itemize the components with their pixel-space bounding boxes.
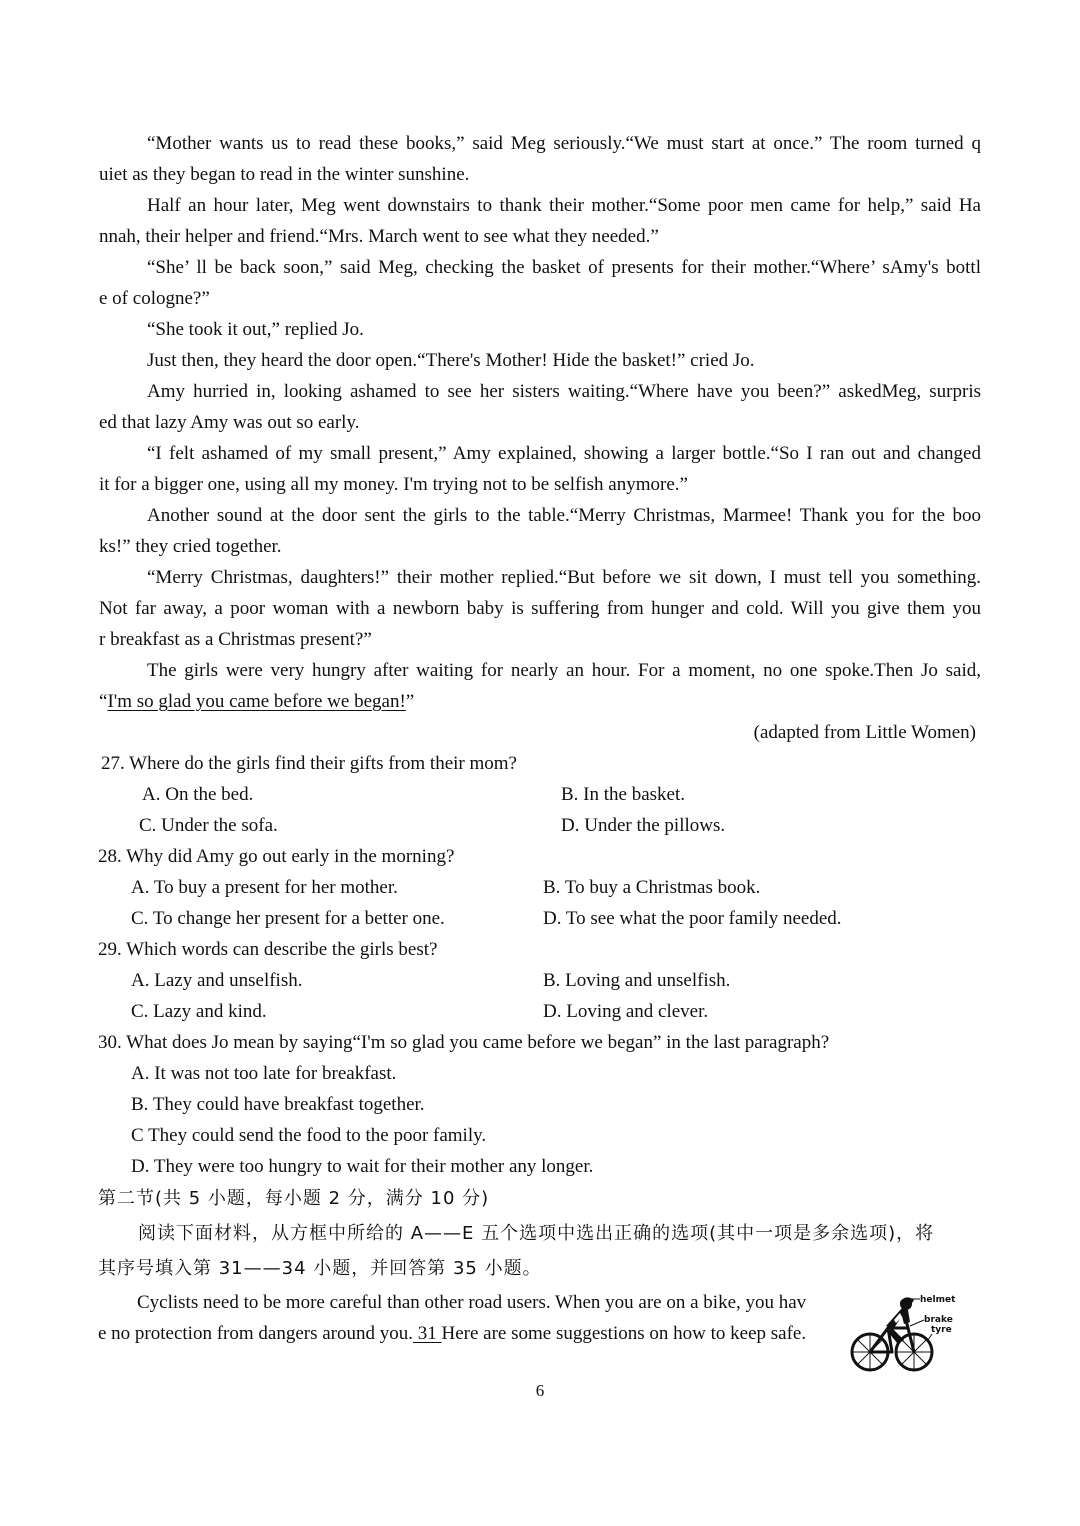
source-note: (adapted from Little Women) (753, 722, 976, 743)
text-before-blank: e no protection from dangers around you. (98, 1323, 413, 1344)
passage-line: ks!” they cried together. (99, 536, 282, 557)
question-29-option-a: A. Lazy and unselfish. (131, 970, 303, 991)
question-30-option-a: A. It was not too late for breakfast. (131, 1063, 397, 1084)
passage-line: Half an hour later, Meg went downstairs to thank their mother.“Some poor men came for help,” said Ha (147, 195, 981, 216)
passage-line: “Mother wants us to read these books,” said Meg seriously.“We must start at once.” The room turned q (147, 133, 981, 154)
question-29-stem: 29. Which words can describe the girls best? (98, 939, 438, 960)
question-30-option-c: C They could send the food to the poor family. (131, 1125, 487, 1146)
question-27-stem: 27. Where do the girls find their gifts from their mom? (101, 753, 517, 774)
passage-line: r breakfast as a Christmas present?” (99, 629, 372, 650)
label-tyre: tyre (931, 1325, 952, 1335)
question-28-option-c: C. To change her present for a better one. (131, 908, 445, 929)
passage-last-line (99, 690, 981, 714)
question-27-option-a: A. On the bed. (142, 784, 254, 805)
section-2-heading: 第二节(共 5 小题，每小题 2 分，满分 10 分) (98, 1188, 490, 1209)
text-after-blank: Here are some suggestions on how to keep safe. (441, 1323, 807, 1344)
cyclist-illustration (848, 1290, 956, 1374)
question-30-stem: 30. What does Jo mean by saying“I'm so glad you came before we began” in the last paragraph? (98, 1032, 830, 1053)
passage-line: The girls were very hungry after waiting for nearly an hour. For a moment, no one spoke.Then Jo said, (147, 660, 981, 681)
blank-31: 31 (413, 1323, 442, 1344)
question-29-option-b: B. Loving and unselfish. (543, 970, 731, 991)
question-27-option-b: B. In the basket. (561, 784, 686, 805)
question-30-option-d: D. They were too hungry to wait for their mother any longer. (131, 1156, 594, 1177)
passage-line: “I felt ashamed of my small present,” Amy explained, showing a larger bottle.“So I ran out and changed (147, 443, 981, 464)
label-helmet: helmet (920, 1295, 956, 1305)
passage-line: Another sound at the door sent the girls to the table.“Merry Christmas, Marmee! Thank you for the boo (147, 505, 981, 526)
underlined-sentence: I'm so glad you came before we began! (107, 691, 406, 712)
passage-line: uiet as they began to read in the winter sunshine. (99, 164, 470, 185)
passage-line: Amy hurried in, looking ashamed to see her sisters waiting.“Where have you been?” askedMeg, surpris (147, 381, 981, 402)
reading-paragraph-line (98, 1322, 806, 1346)
section-2-instruction: 其序号填入第 31——34 小题，并回答第 35 小题。 (98, 1258, 542, 1279)
passage-line: ed that lazy Amy was out so early. (99, 412, 360, 433)
passage-line: Just then, they heard the door open.“There's Mother! Hide the basket!” cried Jo. (147, 350, 755, 371)
question-30-option-b: B. They could have breakfast together. (131, 1094, 425, 1115)
passage-line: Not far away, a poor woman with a newborn baby is suffering from hunger and cold. Will you give them you (99, 598, 981, 619)
question-27-option-c: C. Under the sofa. (139, 815, 278, 836)
question-27-option-d: D. Under the pillows. (561, 815, 726, 836)
passage-line: nnah, their helper and friend.“Mrs. March went to see what they needed.” (99, 226, 659, 247)
quote-open: “ (99, 691, 108, 712)
page-number: 6 (535, 1381, 545, 1400)
question-28-option-b: B. To buy a Christmas book. (543, 877, 761, 898)
question-28-option-a: A. To buy a present for her mother. (131, 877, 398, 898)
passage-line: “She took it out,” replied Jo. (147, 319, 364, 340)
reading-paragraph-line: Cyclists need to be more careful than other road users. When you are on a bike, you hav (137, 1292, 807, 1313)
section-2-instruction: 阅读下面材料，从方框中所给的 A——E 五个选项中选出正确的选项(其中一项是多余选项)，将 (138, 1223, 935, 1244)
passage-line: it for a bigger one, using all my money. I'm trying not to be selfish anymore.” (99, 474, 688, 495)
question-29-option-c: C. Lazy and kind. (131, 1001, 267, 1022)
passage-line: e of cologne?” (99, 288, 210, 309)
question-28-option-d: D. To see what the poor family needed. (543, 908, 842, 929)
passage-line: “Merry Christmas, daughters!” their mother replied.“But before we sit down, I must tell you something. (147, 567, 981, 588)
question-28-stem: 28. Why did Amy go out early in the morning? (98, 846, 455, 867)
question-29-option-d: D. Loving and clever. (543, 1001, 709, 1022)
passage-line: “She’ ll be back soon,” said Meg, checking the basket of presents for their mother.“Where’ sAmy's bottl (147, 257, 981, 278)
label-brake: brake (924, 1315, 953, 1325)
quote-close: ” (405, 691, 415, 712)
